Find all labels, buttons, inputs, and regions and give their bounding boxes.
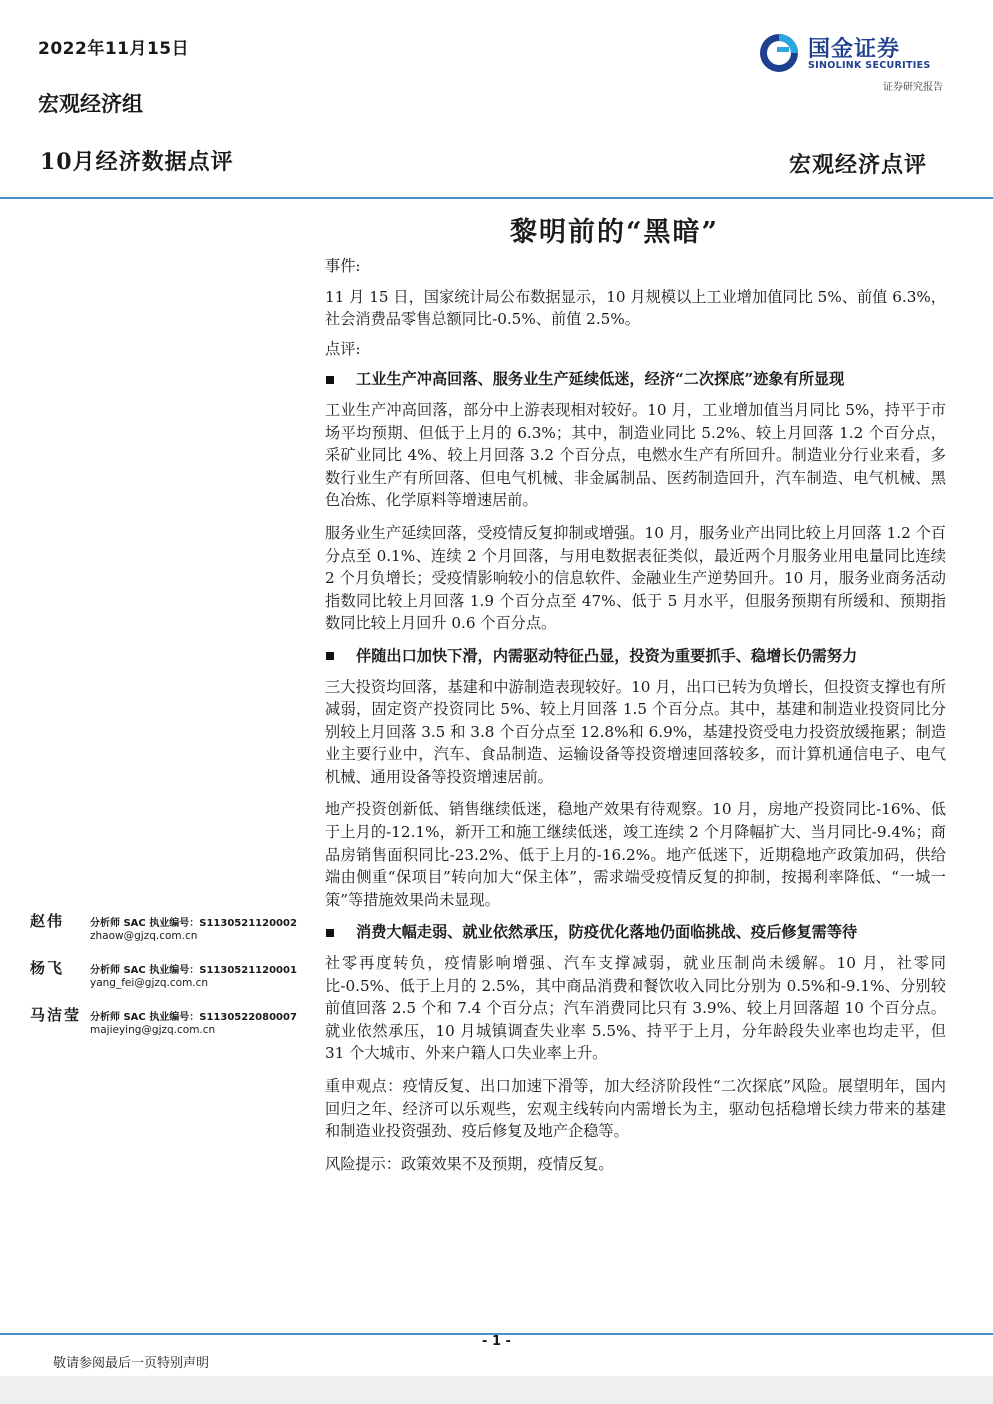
analyst-cert: 分析师 SAC 执业编号：S1130521120002 bbox=[90, 918, 297, 929]
analyst-name: 马洁莹 bbox=[30, 1006, 82, 1024]
comment-label: 点评: bbox=[325, 339, 361, 358]
section-heading bbox=[325, 645, 946, 668]
section-paragraph: 地产投资创新低、销售继续低迷，稳地产效果有待观察。10 月，房地产投资同比-16%、低于上月的-12.1%，新开工和施工继续低迷，竣工连续 2 个月降幅扩大、当月同比-9.4%；商品房销售面积同比-23.2%、低于上月的-16.2%。地产低迷下，近期稳地产政策加码，供给端由侧重“保项目”转向加大“保主体”，需求端受疫情反复的抑制，按揭利率降低、“一城一策”等措施效果尚未显现。 bbox=[325, 800, 946, 909]
footer-band bbox=[0, 1376, 993, 1404]
square-bullet-icon bbox=[326, 376, 334, 384]
header-divider bbox=[0, 197, 993, 199]
disclaimer-note: 敬请参阅最后一页特别声明 bbox=[53, 1356, 210, 1371]
analyst-name: 赵伟 bbox=[30, 912, 65, 930]
event-label: 事件: bbox=[325, 257, 361, 275]
square-bullet-icon bbox=[326, 652, 334, 660]
logo-mark-icon bbox=[758, 32, 800, 74]
analyst-cert: 分析师 SAC 执业编号：S1130522080007 bbox=[90, 1012, 297, 1023]
report-body bbox=[325, 255, 946, 1185]
section-paragraph: 风险提示：政策效果不及预期，疫情反复。 bbox=[325, 1154, 614, 1173]
report-title: 10月经济数据点评 bbox=[40, 149, 234, 175]
report-type: 宏观经济点评 bbox=[788, 152, 927, 178]
section-heading bbox=[325, 368, 946, 391]
section-paragraph: 社零再度转负，疫情影响增强、汽车支撑减弱，就业压制尚未缓解。10 月，社零同比-0.5%、低于上月的 2.5%，其中商品消费和餐饮收入同比分别为 0.5%和-9.1%、分别较前值回落 2.5 个和 7.4 个百分点；汽车消费同比只有 3.9%、较上月回落超 10 个百分点。就业依然承压，10 月城镇调查失业率 5.5%、持平于上月，分年龄段失业率也均走平，但 31 个大城市、外来户籍人口失业率上升。 bbox=[325, 954, 946, 1063]
analyst-name: 杨飞 bbox=[30, 959, 65, 977]
analyst-cert: 分析师 SAC 执业编号：S1130521120001 bbox=[90, 965, 297, 976]
section-paragraph: 工业生产冲高回落，部分中上游表现相对较好。10 月，工业增加值当月同比 5%，持平于市场平均预期、但低于上月的 6.3%；其中，制造业同比 5.2%、较上月回落 1.2 个百分点，采矿业同比 4%、较上月回落 3.2 个百分点，电燃水生产有所回升。制造业分行业来看，多数行业生产有所回落、但电气机械、非金属制品、医药制造回升，汽车制造、电气机械、黑色冶炼、化学原料等增速居前。 bbox=[325, 400, 946, 510]
section-heading-text: 消费大幅走弱、就业依然承压，防疫优化落地仍面临挑战、疫后修复需等待 bbox=[356, 923, 858, 942]
section-heading-text: 工业生产冲高回落、服务业生产延续低迷，经济“二次探底”迹象有所显现 bbox=[356, 370, 845, 389]
report-date: 2022年11月15日 bbox=[38, 39, 190, 59]
section-paragraph: 服务业生产延续回落，受疫情反复抑制或增强。10 月，服务业产出同比较上月回落 1.2 个百分点至 0.1%、连续 2 个月回落，与用电数据表征类似，最近两个月服务业用电量同比连续 2 个月负增长；受疫情影响较小的信息软件、金融业生产逆势回升。10 月，服务业商务活动指数同比较上月回落 1.9 个百分点至 47%、低于 5 月水平，但服务预期有所缓和、预期指数同比较上月回升 0.6 个百分点。 bbox=[325, 523, 946, 633]
event-text: 11 月 15 日，国家统计局公布数据显示，10 月规模以上工业增加值同比 5%、前值 6.3%，社会消费品零售总额同比-0.5%、前值 2.5%。 bbox=[325, 287, 946, 329]
section-heading-text: 伴随出口加快下滑，内需驱动特征凸显，投资为重要抓手、稳增长仍需努力 bbox=[356, 646, 858, 665]
logo-chinese-name: 国金证券 bbox=[808, 37, 901, 62]
company-logo bbox=[758, 30, 948, 76]
section-paragraph: 重申观点：疫情反复、出口加速下滑等，加大经济阶段性“二次探底”风险。展望明年，国内回归之年、经济可以乐观些，宏观主线转向内需增长为主，驱动包括稳增长续力带来的基建和制造业投资强劲、疫后修复及地产企稳等。 bbox=[325, 1077, 946, 1141]
section-paragraph: 三大投资均回落，基建和中游制造表现较好。10 月，出口已转为负增长，但投资支撑也有所减弱，固定资产投资同比 5%、较上月回落 1.5 个百分点。其中，基建和制造业投资同比分别较上月回落 3.5 和 3.8 个百分点至 12.8%和 6.9%，基建投资受电力投资放缓拖累；制造业主要行业中，汽车、食品制造、运输设备等投资增速回落较多，而计算机通信电子、电气机械、通用设备等投资增速居前。 bbox=[325, 677, 946, 786]
section-heading bbox=[325, 921, 946, 944]
analyst-email[interactable]: majieying@gjzq.com.cn bbox=[90, 1024, 216, 1036]
square-bullet-icon bbox=[326, 929, 334, 937]
group-name: 宏观经济组 bbox=[38, 91, 143, 116]
report-category: 证券研究报告 bbox=[883, 82, 943, 93]
page-number: - 1 - bbox=[482, 1334, 511, 1349]
main-title: 黎明前的“黑暗” bbox=[510, 217, 720, 248]
logo-english-name: SINOLINK SECURITIES bbox=[808, 60, 931, 71]
analyst-email[interactable]: zhaow@gjzq.com.cn bbox=[90, 930, 198, 942]
analyst-email[interactable]: yang_fei@gjzq.com.cn bbox=[90, 977, 209, 989]
